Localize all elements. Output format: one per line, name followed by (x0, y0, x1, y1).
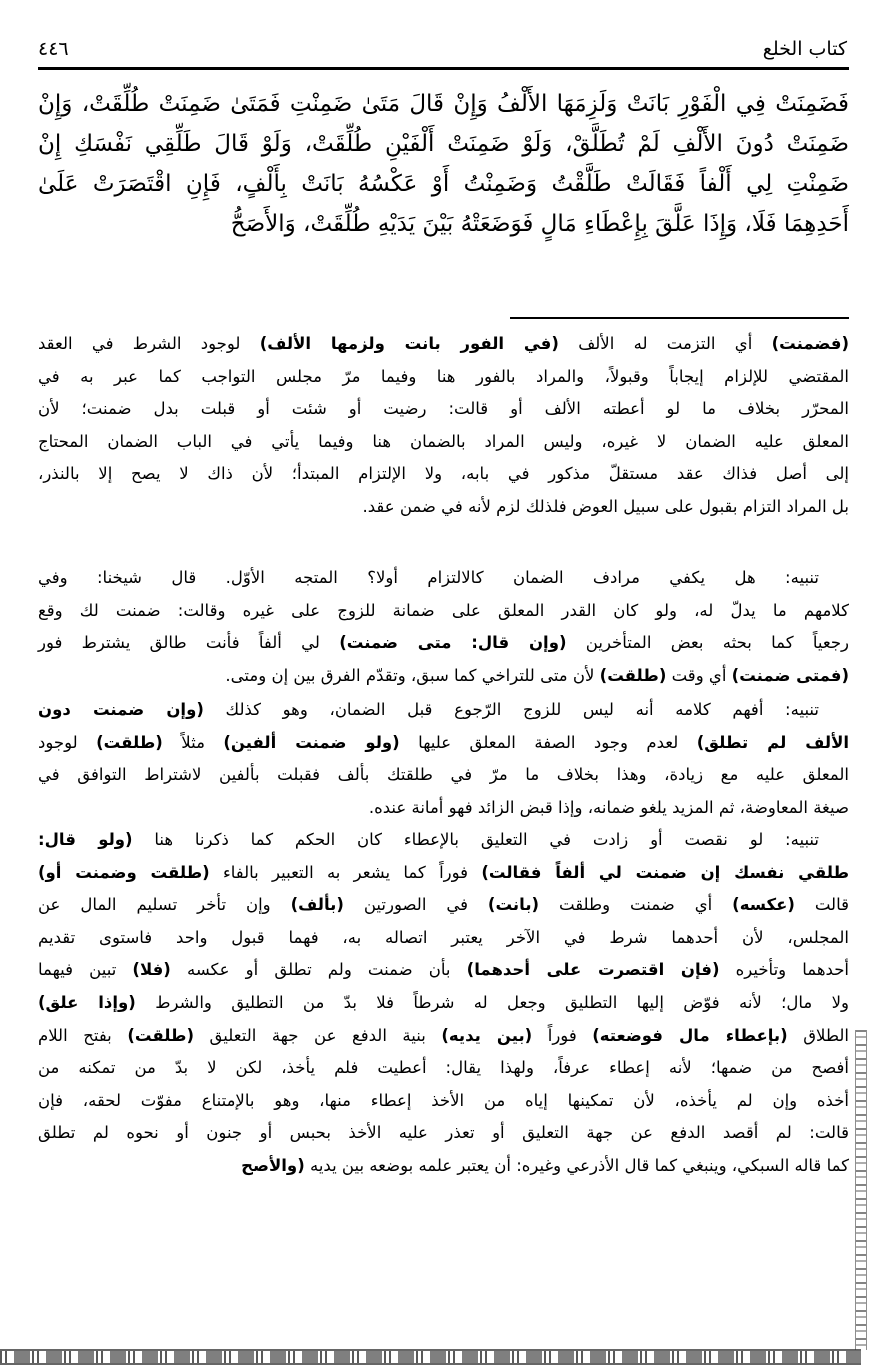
quoted-matn-text: (طلقت) (127, 1025, 195, 1045)
commentary-text: لوجود (38, 732, 97, 752)
commentary-line (38, 922, 849, 955)
quoted-matn-text: طلقي نفسك إن ضمنت لي ألفاً فقالت) (481, 862, 849, 882)
commentary-line (38, 694, 849, 727)
quoted-matn-text: (وإن ضمنت دون (38, 700, 204, 719)
commentary-paragraph (38, 694, 849, 824)
commentary-text: المعلق عليه الضمان لا غيره، وليس المراد بالضمان هنا وفيما يأتي في الباب الضمان المحتاج (38, 431, 849, 451)
commentary-text: أي التزمت له الألف (558, 334, 772, 353)
main-text-line: ضَمِنْتِ لِي أَلْفاً فَقَالَتْ طَلَّقْتُ وَضَمِنْتُ أَوْ عَكْسُهُ بَانَتْ بِأَلْفٍ، فَإِنِ اقْتَصَرَتْ عَلَىٰ (38, 171, 849, 197)
commentary-text: فوراً كما يشعر به التعبير بالفاء (209, 862, 482, 882)
main-text-line: أَحَدِهِمَا فَلَا، وَإِذَا عَلَّقَ بِإِعْطَاءِ مَالٍ فَوَضَعَتْهُ بَيْنَ يَدَيْهِ طُلِّقَتْ، وَالأَصَحُّ (230, 211, 849, 237)
main-text (38, 84, 849, 244)
commentary-text: صيغة المعاوضة، ثم المزيد يلغو ضمانه، وإذا قبض الزائد فهو أمانة عنده. (368, 797, 849, 817)
quoted-matn-text: (طلقت) (599, 665, 667, 685)
commentary-line (38, 1150, 849, 1183)
commentary-text: كما قاله السبكي، وينبغي كما قال الأذرعي وغيره: أن يعتبر علمه بوضعه بين يديه (304, 1155, 849, 1175)
commentary-text: كلامهم ما يدلّ له، ولو كان القدر المعلق على ضمانة للزوج على غيره وقالت: ضمنت لك وقع (38, 600, 849, 620)
commentary-line (38, 727, 849, 760)
commentary-line (38, 1085, 849, 1118)
commentary-text: إلى أصل فذاك عقد مستقلّ مذكور في بابه، ولا الإلتزام المبتدأ؛ لأن ذاك لا يصح إلا بالنذر، (38, 464, 849, 484)
commentary-text: أفصح من ضمها؛ لأنه إعطاء عرفاً، ولهذا يقال: أعطيت فلم يأخذ، لكن لا بدّ من تمكنه من (38, 1058, 849, 1078)
commentary-line (38, 1052, 849, 1085)
quoted-matn-text: (ولو قال: (38, 830, 133, 849)
commentary-line (38, 987, 849, 1020)
commentary-line (38, 1020, 849, 1053)
commentary-text: بنية الدفع عن جهة التعليق (194, 1025, 442, 1045)
commentary-line (38, 660, 849, 693)
decorative-side-border (855, 1030, 867, 1350)
quoted-matn-text: (فمتى ضمنت) (731, 665, 849, 685)
commentary-text: المحرّر بخلاف ما لو أعطته الألف أو قالت: رضيت أو شئت أو قبلت بدل ضمنت؛ لأن (38, 399, 849, 419)
commentary-text: لي ألفاً فأنت طالق يشترط فور (38, 633, 340, 653)
quoted-matn-text: (بإعطاء مال فوضعته) (592, 1025, 788, 1045)
commentary-text: رجعياً كما بحثه بعض المتأخرين (566, 633, 849, 653)
commentary-line (38, 491, 849, 524)
quoted-matn-text: (والأصح (241, 1155, 305, 1175)
header-rule (38, 67, 849, 70)
quoted-matn-text: (فإن اقتصرت على أحدهما) (466, 960, 720, 980)
commentary-text: فوراً (532, 1025, 593, 1045)
commentary-text: لعدم وجود الصفة المعلق عليها (399, 732, 697, 752)
quoted-matn-text: (في الفور بانت ولزمها الألف) (259, 334, 559, 353)
commentary-text: ولا مال؛ لأنه فوّض إليها التطليق وجعل له شرطاً فلا بدّ من التطليق والشرط (135, 992, 850, 1012)
quoted-matn-text: (فضمنت) (771, 334, 850, 353)
commentary-text: تبين فيهما (38, 960, 133, 980)
quoted-matn-text: (بين يديه) (441, 1025, 533, 1045)
main-text-line: ضَمِنَتْ دُونَ الأَلْفِ لَمْ تُطَلَّقْ، وَلَوْ ضَمِنَتْ أَلْفَيْنِ طُلِّقَتْ، وَلَوْ قَالَ طَلِّقِي نَفْسَكِ إِنْ (38, 131, 849, 157)
commentary-line (38, 458, 849, 491)
quoted-matn-text: (عكسه) (732, 895, 795, 915)
commentary-paragraph (38, 328, 849, 524)
commentary-line (38, 759, 849, 792)
commentary-text: وإن تأخر تسليم المال عن (38, 895, 291, 915)
commentary-line (38, 1117, 849, 1150)
commentary-paragraph (38, 824, 849, 1183)
commentary-text: بأن ضمنت ولم تطلق أو عكسه (170, 960, 467, 980)
commentary-text: قالت: لم أقصد الدفع عن جهة التعليق أو تعذر عليه الأخذ بحبس أو جنون أو نحوه لم تطلق (38, 1123, 849, 1143)
commentary-line (38, 328, 849, 361)
commentary-line (38, 627, 849, 660)
commentary-text: أخذه وإن لم يأخذه، لأن تمكينها إياه من الأخذ إعطاء منها، وهو بالإمتناع مفوّت لحقه، فإن (38, 1090, 849, 1110)
quoted-matn-text: (طلقت وضمنت أو) (38, 862, 210, 882)
footnote-separator-rule (510, 317, 849, 319)
quoted-matn-text: (وإذا علق) (38, 992, 136, 1012)
commentary-text: المقتضي للإلزام إيجاباً وقبولاً، والمراد بالفور هنا وفيما مرّ مجلس التواجب كما عبر به في (38, 366, 849, 386)
page-number: ٤٤٦ (38, 38, 69, 60)
commentary-text: لوجود الشرط في العقد (38, 334, 260, 353)
commentary-line (38, 361, 849, 394)
quoted-matn-text: الألف لم تطلق) (696, 732, 850, 752)
commentary-line (38, 393, 849, 426)
running-header-title: كتاب الخلع (762, 38, 847, 60)
decorative-bottom-border (0, 1349, 861, 1365)
commentary-text: الطلاق (787, 1025, 849, 1045)
commentary-text: في الصورتين (343, 895, 488, 915)
commentary-text: بفتح اللام (38, 1025, 128, 1045)
main-text-line: فَضَمِنَتْ فِي الْفَوْرِ بَانَتْ وَلَزِمَهَا الأَلْفُ وَإِنْ قَالَ مَتَىٰ ضَمِنْتِ فَمَتَىٰ ضَمِنَتْ طُلِّقَتْ، وَإِنْ (38, 91, 849, 117)
commentary-text: بل المراد التزام بقبول على سبيل العوض فلذلك لزم لأنه في ضمن عقد. (362, 496, 849, 516)
commentary-text: تنبيه: لو نقصت أو زادت في التعليق بالإعطاء كان الحكم كما ذكرنا هنا (132, 830, 819, 849)
commentary-line (38, 824, 849, 857)
commentary-text: أي ضمنت وطلقت (539, 895, 733, 915)
commentary-line (38, 857, 849, 890)
commentary-text: المعلق عليه مع زيادة، وهذا بخلاف ما مرّ في طلقتك بألف فقبلت بألفين لاشتراط التوافق في (38, 765, 849, 785)
quoted-matn-text: (وإن قال: متى ضمنت) (339, 633, 567, 653)
quoted-matn-text: (طلقت) (96, 732, 163, 752)
quoted-matn-text: (فلا) (132, 960, 171, 980)
commentary-line (38, 426, 849, 459)
quoted-matn-text: (ولو ضمنت ألفين) (223, 732, 400, 752)
commentary-line (38, 954, 849, 987)
commentary-text: المجلس، لأن أحدهما شرط في الآخر يعتبر اتصاله به، فهما قبول واحد فاستوى تقديم (38, 927, 849, 947)
commentary-text: تنبيه: هل يكفي مرادف الضمان كالالتزام أولا؟ المتجه الأوّل. قال شيخنا: وفي (38, 568, 819, 587)
commentary-text: مثلاً (162, 732, 224, 752)
commentary-text: أي وقت (666, 665, 732, 685)
quoted-matn-text: (بانت) (487, 895, 540, 915)
commentary-text: قالت (794, 895, 850, 915)
commentary-line (38, 595, 849, 628)
commentary-text: تنبيه: أفهم كلامه أنه ليس للزوج الرّجوع قبل الضمان، وهو كذلك (203, 700, 819, 719)
commentary-text: لأن متى للتراخي كما سبق، وتقدّم الفرق بين إن ومتى. (225, 665, 600, 685)
commentary-line (38, 889, 849, 922)
quoted-matn-text: (بألف) (290, 895, 344, 915)
commentary-paragraph (38, 562, 849, 692)
commentary-line (38, 792, 849, 825)
commentary-line (38, 562, 849, 595)
commentary-text: أحدهما وتأخيره (719, 960, 849, 980)
